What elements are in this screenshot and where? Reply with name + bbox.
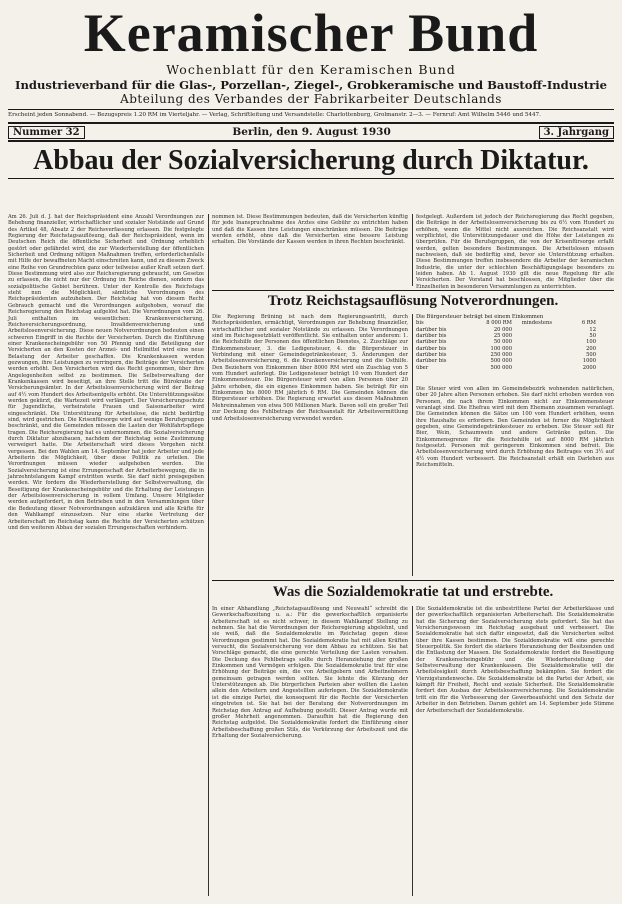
table-cell: 100 [586,339,596,346]
table-cell: 12 [589,326,596,333]
table-cell: 250 000 [490,352,512,359]
article-column-2: nommen ist. Diese Bestimmungen bedeuten, daß die Versicherten künftig für jede Inanspruchnahme des Arztes eine Gebühr zu entrichten haben und daß die Kassen ihre Leistungen einschränken müssen. Die Beiträge werden erhöht, ohne daß die Versicherten eine bessere Leistung erhalten. Die Vorstände der Kassen werden in ihren Rechten beschränkt. [212,214,408,246]
organization-subline: Abteilung des Verbandes der Fabrikarbeiter Deutschlands [120,92,502,106]
organization-line: Industrieverband für die Glas-, Porzellan-, Ziegel-, Grobkeramische und Baustoff-Industrie [15,78,607,92]
table-cell: 500 000 [490,364,512,371]
sozialdemokratie-column-2: Die Sozialdemokratie ist die unbestrittene Partei der Arbeiterklasse und der gewerkschaftlich organisierten Arbeiterschaft. Die Sozialdemokratie hat die Sicherung der Sozialversicherung stets gefordert. Sie hat das Versicherungswesen im Reichstag ausgebaut und verbessert. Die Sozialdemokratie hat sich dafür eingesetzt, daß die Versicherten selbst über ihre Kassen bestimmen. Die Sozialdemokratie will eine gerechte Steuerpolitik. Sie fordert die stärkere Heranziehung der Besitzenden und die Entlastung der Massen. Die Sozialdemokratie fordert die Beseitigung der Krankenscheingebühr und die Wiederherstellung der Selbstverwaltung der Krankenkassen. Die Sozialdemokratie will die Arbeitslosigkeit durch Arbeitsbeschaffung bekämpfen. Sie fordert die Vierzigstundenwoche. Die Sozialdemokratie ist die Partei der Arbeit, sie kämpft für Freiheit, Recht und soziale Sicherheit. Die Sozialdemokratie fordert den Ausbau der Arbeitslosenversicherung. Die Sozialdemokratie tritt ein für die Verbesserung der Gewerbeaufsicht und den Schutz der Arbeiter in den Betrieben. Darum gehört am 14. September jede Stimme der Arbeiterschaft der Sozialdemokratie. [416,606,614,714]
article-column-3: festgelegt. Außerdem ist jedoch der Reichsregierung das Recht gegeben, die Beiträge in der Arbeitslosenversicherung bis zu 6½ vom Hundert zu erhöhen, wenn die Mittel nicht ausreichen. Die Reichsanstalt wird verpflichtet, die Unterstützungsdauer und die Höhe der Leistungen zu überprüfen. Für die Berufsgruppen, die von der Krisenfürsorge erfaßt werden, gelten besondere Bestimmungen. Die Arbeitslosen müssen nachweisen, daß sie bedürftig sind, bevor sie Unterstützung erhalten. Diese Bestimmungen treffen insbesondere die Arbeiter der keramischen Industrie, die unter der schlechten Beschäftigungslage besonders zu leiden haben. Ab 1. August 1930 gilt die neue Regelung für alle Versicherten. Der Vorstand hat beschlossen, die Mitglieder über die Einzelheiten in besonderen Versammlungen zu unterrichten. [416,214,614,290]
table-cell: mindestens [521,320,552,327]
table-cell: darüber bis [416,333,447,340]
table-cell: 2000 [582,364,596,371]
newspaper-page [8,4,614,896]
tax-table [416,314,614,371]
table-cell: darüber bis [416,345,447,352]
column-divider [412,314,413,576]
table-cell: 100 000 [490,345,512,352]
table-cell: 200 [586,345,596,352]
table-cell: 20 000 [493,326,512,333]
column-divider [412,606,413,896]
table-cell: darüber bis [416,358,447,365]
table-cell: 8 000 RM [486,320,512,327]
table-cell: darüber bis [416,339,447,346]
table-cell: darüber bis [416,352,447,359]
section-rule [212,290,614,291]
table-cell: darüber bis [416,326,447,333]
notverordnungen-column-2: Die Steuer wird von allen im Gemeindebezirk wohnenden natürlichen, über 20 Jahre alten Personen erhoben. Sie darf nicht erhoben werden von Personen, die nach ihrem Einkommen nicht zur Einkommensteuer veranlagt sind. Die Ehefrau wird mit dem Ehemann zusammen veranlagt. Die Gemeinden können die Sätze um 100 vom Hundert erhöhen, wenn ihre Haushalte es erfordern. Den Gemeinden ist ferner die Möglichkeit gegeben, eine Gemeindegetränkesteuer zu erheben. Die Steuer soll für Bier, Wein, Schaumwein und andere Getränke gelten. Die Einkommensgrenze für die Reichshilfe ist auf 8000 RM jährlich festgesetzt. Personen mit geringerem Einkommen sind befreit. Die Arbeitslosenversicherung wird durch Erhöhung des Beitrages von 3½ auf 4½ vom Hundert verbessert. Die Reichsanstalt erhält ein Darlehen aus Reichsmitteln. [416,386,614,469]
tax-table-intro: Die Bürgersteuer beträgt bei einem Einkommen [416,314,544,320]
main-headline: Abbau der Sozialversicherung durch Diktatur. [33,145,589,176]
headline-rule [8,178,614,179]
table-cell: über [416,364,429,371]
table-row [416,365,614,371]
table-cell: 500 000 [490,358,512,365]
notverordnungen-column-1: Die Regierung Brüning ist nach dem Regierungsantritt, durch Reichspräsidenten, ermächtigt, Verordnungen zur Behebung finanzieller, wirtschaftlicher und sozialer Notstände zu erlassen. Die Verordnungen sind im Reichsgesetzblatt veröffentlicht. Sie enthalten unter anderem: 1. die Reichshilfe der Personen des öffentlichen Dienstes, 2. Zuschläge zur Einkommensteuer, 3. die Ledigensteuer, 4. die Bürgersteuer in Verbindung mit einer Gemeindegetränkesteuer, 5. Änderungen der Arbeitslosenversicherung, 6. die Krankenversicherung und die Osthilfe. Den Beziehern von Einkommen über 8000 RM wird ein Zuschlag von 5 vom Hundert auferlegt. Die Ledigensteuer beträgt 10 vom Hundert der Einkommensteuer. Die Bürgersteuer wird von allen Personen über 20 Jahre erhoben, die ein eigenes Einkommen haben. Sie beträgt für ein Einkommen bis 8000 RM jährlich 6 RM. Die Gemeinden können die Bürgersteuer erhöhen. Die Regierung erwartet aus diesen Maßnahmen Mehreinnahmen von etwa 500 Millionen Mark. Davon soll ein großer Teil zur Deckung des Fehlbetrags der Reichsanstalt für Arbeitsvermittlung und Arbeitslosenversicherung verwendet werden. [212,314,408,422]
table-cell: 25 000 [493,333,512,340]
article-columns [8,214,614,896]
masthead-subtitle: Wochenblatt für den Keramischen Bund [166,62,456,77]
table-cell [512,365,556,371]
section-headline-sozialdemokratie: Was die Sozialdemokratie tat und erstrebte. [272,584,554,600]
table-cell: 6 RM [581,320,596,327]
table-cell: bis [416,320,424,327]
issue-number: Nummer 32 [8,126,85,139]
masthead-title: Keramischer Bund [83,3,539,63]
issue-date: Berlin, den 9. August 1930 [232,126,391,138]
table-cell: 500 [586,352,596,359]
column-divider [208,214,209,896]
table-cell: 50 [589,333,596,340]
table-cell: 50 000 [493,339,512,346]
section-rule [212,580,614,581]
publication-info: Erscheint jeden Sonnabend. — Bezugspreis 1.20 RM im Vierteljahr. — Verlag, Schriftleitung und Versandstelle: Charlottenburg, Grolmanstr. 2—3. — Fernruf: Amt Wilhelm 5446 und 5447. [8,109,614,120]
sozialdemokratie-column-1: In einer Abhandlung „Reichstagsauflösung und Neuwahl“ schreibt die Gewerkschaftszeitung u. a.: Für die gewerkschaftlich organisierte Arbeiterschaft ist es nicht schwer, in diesem Wahlkampf Stellung zu nehmen. Sie hat die Verordnungen der Reichsregierung abgelehnt, und sie weiß, daß die Sozialdemokratie im Reichstag gegen diese Verordnungen gestimmt hat. Die Sozialdemokratie hat mit allen Kräften versucht, die Sozialversicherung vor dem Abbau zu schützen. Sie hat Vorschläge gemacht, die eine gerechte Verteilung der Lasten vorsahen. Die Deckung des Fehlbetrags sollte durch Heranziehung der großen Einkommen und Vermögen erfolgen. Die Sozialdemokratie trat für eine Erhöhung der Beiträge ein, die von Arbeitgebern und Arbeitnehmern gemeinsam getragen werden sollten. Sie lehnte die Kürzung der Unterstützungen ab. Die bürgerlichen Parteien aber wollten die Lasten allein den Arbeitern und Angestellten auferlegen. Die Sozialdemokratie ist die einzige Partei, die konsequent für die Rechte der Versicherten eingetreten ist. Sie hat bei der Beratung der Notverordnungen im Reichstag den Antrag auf Aufhebung gestellt. Dieser Antrag wurde mit großer Mehrheit angenommen. Daraufhin hat die Regierung den Reichstag aufgelöst. Die Sozialdemokratie fordert die Einführung einer Arbeitsbeschaffung großen Stils, die Verkürzung der Arbeitszeit und die Erhaltung der Sozialversicherung. [212,606,408,739]
section-headline-notverordnungen: Trotz Reichstagsauflösung Notverordnungen. [267,293,559,309]
issue-year: 3. Jahrgang [539,126,614,139]
column-divider [412,214,413,286]
article-column-1: Am 26. Juli d. J. hat der Reichspräsident eine Anzahl Verordnungen zur Behebung finanzieller, wirtschaftlicher und sozialer Notstände auf Grund des Artikel 48, Absatz 2 der Reichsverfassung erlassen. Die festgelegte Regierung der Reichstagsauflösung, daß der Reichspräsident, wenn im Deutschen Reich die öffentliche Sicherheit und Ordnung erheblich gestört oder gefährdet wird, die zur Wiederherstellung der öffentlichen Sicherheit und Ordnung nötigen Maßnahmen treffen, erforderlichenfalls mit Hilfe der bewaffneten Macht einschreiten kann, und zu diesem Zweck eine Reihe von Grundrechten ganz oder teilweise außer Kraft setzen darf. Diese Bestimmung wird also zur Reichsregierung gebraucht, um Gesetze zu erlassen, die nicht nur der Ordnung im Reiche dienen, sondern das sozialpolitische Gebiet berühren. Unter der Kontrolle des Reichstags steht nun die Möglichkeit, sämtliche Verordnungen des Reichspräsidenten aufzuheben. Der Reichstag hat von diesem Recht Gebrauch gemacht und die Verordnungen aufgehoben, worauf die Reichsregierung den Reichstag aufgelöst hat. Die Verordnungen vom 26. Juli enthalten im wesentlichen: Krankenversicherung, Reichsversicherungsordnung, Invalidenversicherung und Arbeitslosenversicherung. Diese neuen Notverordnungen bedeuten einen schweren Eingriff in die Rechte der Versicherten. Durch die Einführung einer Krankenscheingebühr von 50 Pfennig und die Beteiligung der Versicherten an den Kosten der Arznei- und Heilmittel wird eine neue Belastung der Arbeiter geschaffen. Die Krankenkassen werden gezwungen, ihre Leistungen zu verringern, die Beiträge der Versicherten werden erhöht. Den Versicherten wird das Recht genommen, über ihre Angelegenheiten selbst zu bestimmen. Die Selbstverwaltung der Krankenkassen wird beseitigt, an ihre Stelle tritt die Bürokratie der Versicherungsämter. In der Arbeitslosenversicherung wird der Beitrag auf 4½ vom Hundert des Arbeitsentgelts erhöht. Die Unterstützungssätze werden gekürzt, die Wartezeit wird verlängert. Der Versicherungsschutz für Jugendliche, verheiratete Frauen und Saisonarbeiter wird eingeschränkt. Die Unterstützung für Arbeitslose, die nicht bedürftig sind, wird gestrichen. Die Krisenfürsorge wird auf wenige Berufsgruppen beschränkt, und die Gemeinden müssen die Lasten der Wohlfahrtspflege tragen. Die Reichsregierung hat es unternommen, die Sozialversicherung durch Diktatur abzubauen, nachdem der Reichstag seine Zustimmung verweigert hatte. Die Arbeiterschaft wird dieses Vorgehen nicht vergessen. Bei den Wahlen am 14. September hat jeder Arbeiter und jede Arbeiterin die Möglichkeit, über diese Politik zu urteilen. Die Verordnungen müssen wieder aufgehoben werden. Die Sozialversicherung ist eine Errungenschaft der Arbeiterbewegung, die in jahrzehntelangem Kampf erstritten wurde. Sie darf nicht preisgegeben werden. Wir fordern die Wiederherstellung der Selbstverwaltung, die Beseitigung der Krankenscheingebühr und die Erhaltung der Leistungen der Arbeitslosenversicherung in vollem Umfang. Unsere Mitglieder werden aufgefordert, in den Betrieben und in den Versammlungen über die Bedeutung dieser Notverordnungen aufzuklären und alle Kräfte für den Wahlkampf einzusetzen. Nur eine starke Vertretung der Arbeiterschaft im Reichstag kann die Rechte der Versicherten schützen und den weiteren Abbau der sozialen Errungenschaften verhindern. [8,214,204,531]
issue-bar [8,122,614,142]
table-cell: 1000 [582,358,596,365]
